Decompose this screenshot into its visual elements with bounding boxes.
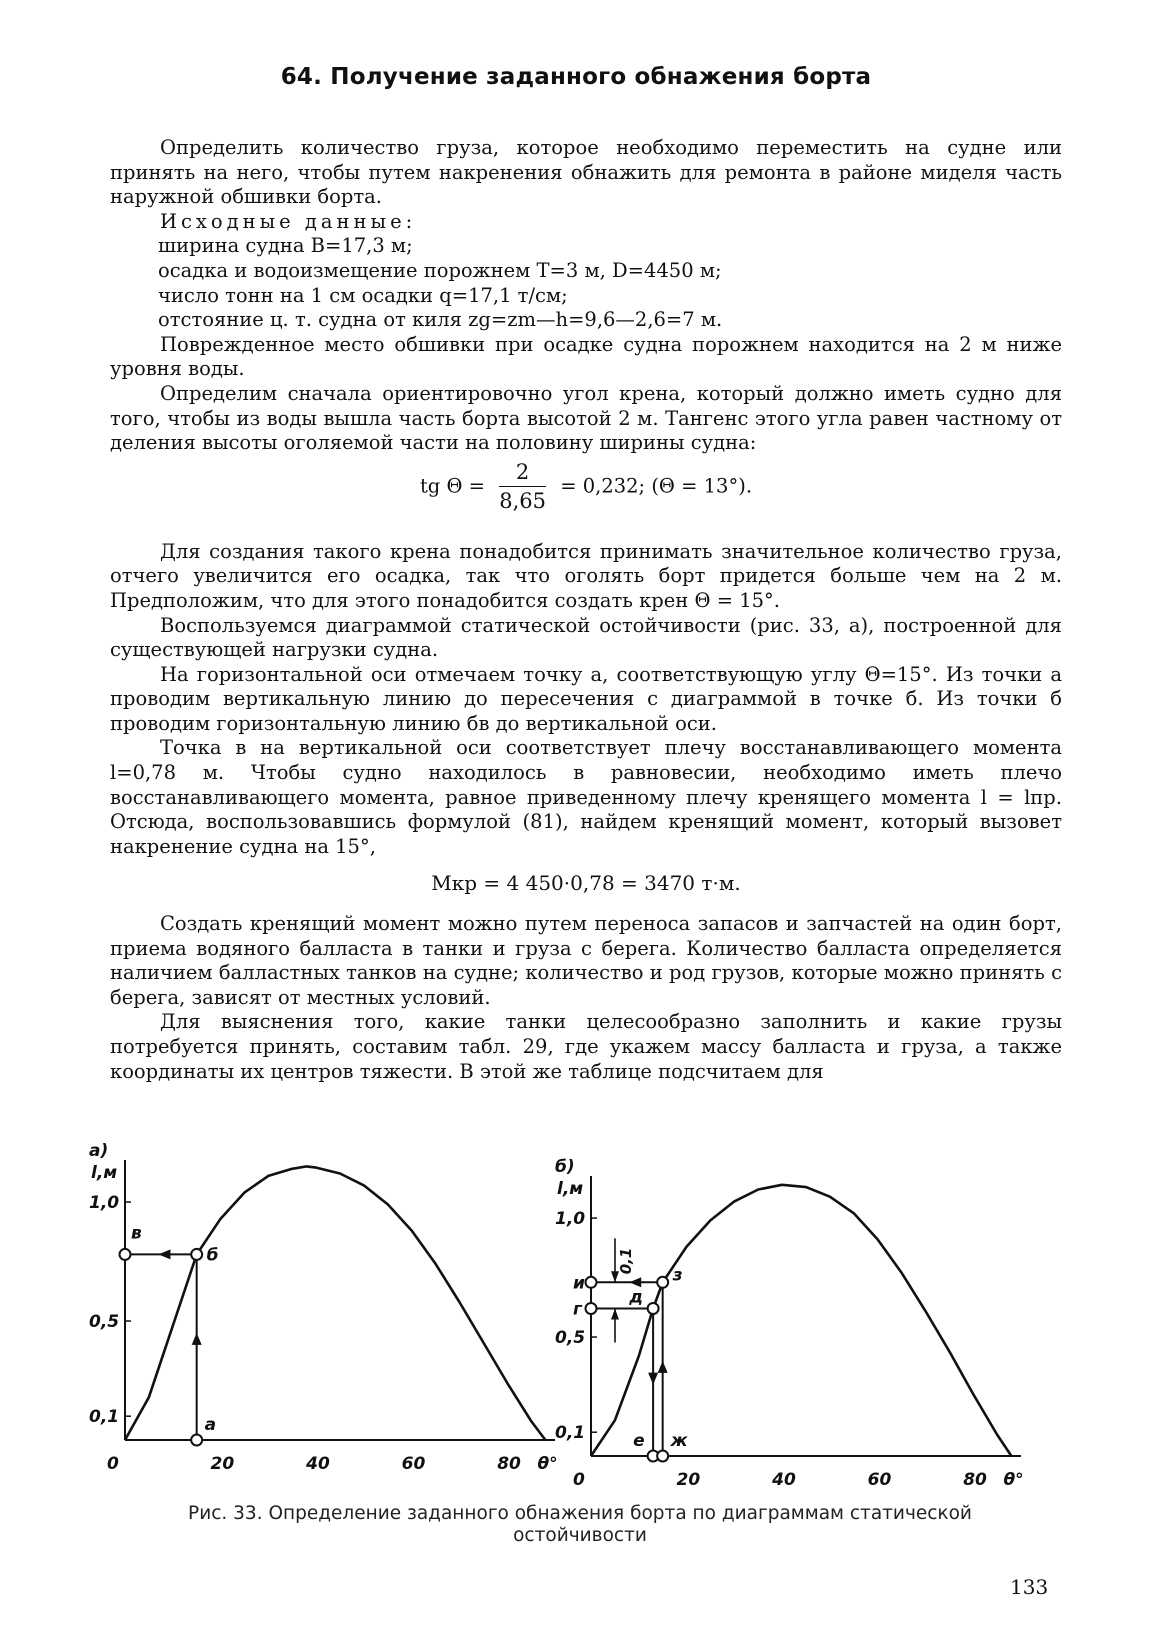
x-tick-label: 40 [772, 1470, 796, 1490]
y-tick-label: 1,0 [555, 1209, 586, 1230]
point-label-e: е [633, 1431, 645, 1451]
x-tick-label: 0 [107, 1454, 119, 1474]
x-tick-label: 40 [306, 1454, 330, 1474]
formula-denominator: 8,65 [499, 489, 546, 514]
x-tick-label: 80 [497, 1454, 521, 1474]
paragraph: Определить количество груза, которое необходимо переместить на судне или принять на него, чтобы путем накренения обнажить для ремонта в районе миделя часть наружной обшивки борта. [110, 136, 1062, 209]
y-axis-label: l,м [91, 1163, 118, 1184]
arrow-up [192, 1333, 202, 1345]
x-tick-label: 20 [676, 1470, 701, 1490]
y-axis-label: l,м [557, 1179, 584, 1200]
construction-point [586, 1303, 597, 1314]
construction-point [120, 1249, 131, 1260]
y-tick-label: 0,1 [555, 1423, 586, 1444]
x-tick-label: 0 [573, 1470, 585, 1490]
y-tick-label: 0,5 [89, 1312, 120, 1333]
arrow-down [648, 1373, 658, 1385]
given-item: ширина судна B=17,3 м; [158, 234, 413, 258]
point-label-b: б [206, 1245, 219, 1266]
paragraph: Точка в на вертикальной оси соответствует плечу восстанавливающего момента l=0,78 м. Чтобы судно находилось в равновесии, необходимо иметь плечо восстанавливающего момента, равное приведенному плечу кренящего момента l = lпр. Отсюда, воспользовавшись формулой (81), найдем кренящий момент, который вызовет накренение судна на 15°, [110, 736, 1062, 858]
panel-label: б) [555, 1157, 575, 1178]
arrow-left [629, 1277, 641, 1287]
paragraph: Воспользуемся диаграммой статической остойчивости (рис. 33, а), построенной для существующей нагрузки судна. [110, 613, 1062, 662]
arrow-up [658, 1361, 668, 1373]
arrow-left [158, 1249, 170, 1259]
x-axis-label: θ° [1003, 1470, 1024, 1490]
x-tick-label: 60 [401, 1454, 426, 1474]
paragraph: Определим сначала ориентировочно угол крена, который должно иметь судно для того, чтобы из воды вышла часть борта высотой 2 м. Тангенс этого угла равен частному от деления высоты оголяемой части на половину ширины судна: [110, 381, 1062, 455]
given-item: число тонн на 1 см осадки q=17,1 т/см; [158, 283, 568, 307]
point-label-a: а [204, 1415, 217, 1435]
offset-arrow-up [611, 1308, 619, 1319]
point-label-z: з [672, 1265, 683, 1286]
y-tick-label: 0,5 [555, 1328, 586, 1349]
paragraph: На горизонтальной оси отмечаем точку а, соответствующую углу Θ=15°. Из точки а проводим вертикальную линию до пересечения с диаграммой в точке б. Из точки б проводим горизонтальную линию бв до вертикальной оси. [110, 662, 1062, 735]
formula-lhs: tg Θ = [419, 474, 486, 498]
x-tick-label: 80 [963, 1470, 987, 1490]
stability-curve [125, 1166, 545, 1440]
formula-numerator: 2 [499, 460, 546, 488]
point-label-i: и [573, 1273, 585, 1294]
paragraph: Для создания такого крена понадобится принимать значительное количество груза, отчего увеличится его осадка, так что оголять борт придется больше чем на 2 м. Предположим, что для этого понадобится создать крен Θ = 15°. [110, 539, 1062, 612]
offset-annotation: 0,1 [617, 1247, 635, 1275]
x-axis-label: θ° [537, 1454, 558, 1474]
panel-label: а) [89, 1141, 109, 1162]
point-label-d: д [629, 1287, 643, 1308]
y-tick-label: 0,1 [89, 1407, 120, 1428]
point-label-g: г [573, 1299, 582, 1320]
construction-point [657, 1451, 668, 1462]
construction-point [648, 1303, 659, 1314]
given-heading: Исходные данные: [160, 209, 417, 233]
given-item: отстояние ц. т. судна от киля zg=zm—h=9,6—2,6=7 м. [158, 308, 723, 332]
page-number: 133 [1010, 1575, 1049, 1599]
paragraph: Создать кренящий момент можно путем переноса запасов и запчастей на один борт, приема водяного балласта в танки и груза с берега. Количество балласта определяется наличием балластных танков на судне; количество и род грузов, которые можно принять с берега, зависят от местных условий. [110, 912, 1062, 1009]
x-tick-label: 20 [210, 1454, 235, 1474]
paragraph: Поврежденное место обшивки при осадке судна порожнем находится на 2 м ниже уровня воды. [110, 332, 1062, 381]
formula-rhs: = 0,232; (Θ = 13°). [560, 474, 753, 498]
construction-point [657, 1277, 668, 1288]
point-label-v: в [131, 1223, 142, 1244]
paragraph: Для выяснения того, какие танки целесообразно заполнить и какие грузы потребуется принять, составим табл. 29, где укажем массу балласта и груза, а также координаты их центров тяжести. В этой же таблице подсчитаем для [110, 1010, 1062, 1083]
moment-formula: Mкр = 4 450·0,78 = 3470 т·м. [431, 871, 741, 896]
construction-point [191, 1435, 202, 1446]
x-tick-label: 60 [867, 1470, 892, 1490]
point-label-zh: ж [670, 1431, 688, 1451]
y-tick-label: 1,0 [89, 1193, 120, 1214]
given-item: осадка и водоизмещение порожнем T=3 м, D=4450 м; [158, 258, 722, 282]
section-title: 64. Получение заданного обнажения борта [280, 64, 872, 90]
construction-point [191, 1249, 202, 1260]
figure-caption: Рис. 33. Определение заданного обнажения борта по диаграммам статической остойчивости [188, 1503, 972, 1546]
construction-point [586, 1277, 597, 1288]
